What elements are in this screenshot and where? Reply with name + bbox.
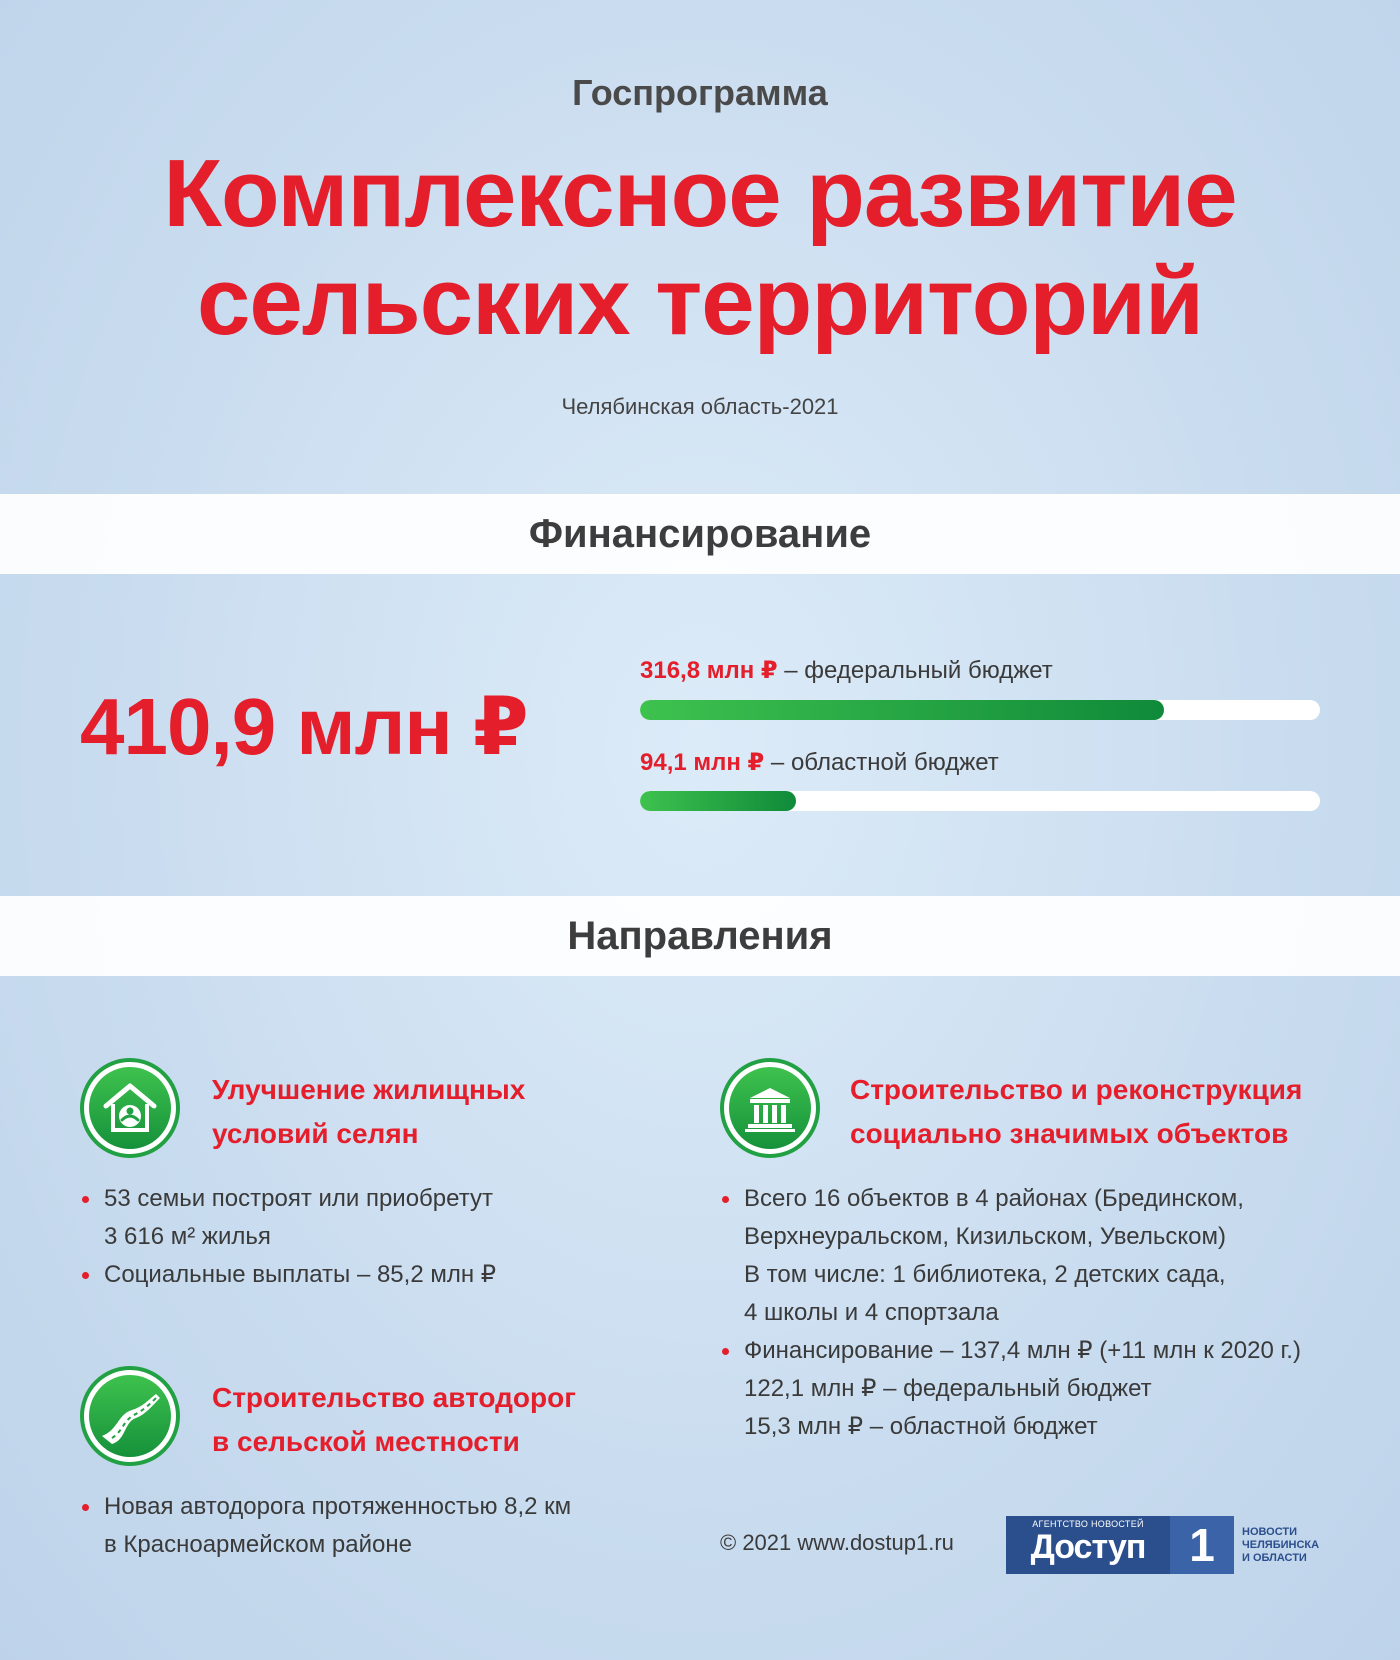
housing-title-line-2: условий селян (212, 1118, 419, 1149)
roads-bullets (80, 1488, 660, 1564)
dostup1-logo[interactable] (1006, 1516, 1319, 1574)
logo-tagline (1242, 1516, 1319, 1574)
list-item (80, 1180, 640, 1256)
list-item (720, 1180, 1340, 1332)
bullet-line: 53 семьи построят или приобретут (104, 1185, 493, 1212)
regional-budget-amount: 94,1 млн ₽ (640, 749, 765, 776)
bullet-line: в Красноармейском районе (104, 1531, 412, 1558)
federal-budget-label: – федеральный бюджет (784, 657, 1053, 684)
federal-budget-bar-fill (640, 700, 1164, 720)
roads-title (212, 1376, 576, 1464)
directions-heading: Направления (0, 896, 1400, 976)
subtitle: Челябинская область-2021 (561, 394, 839, 419)
list-item (720, 1332, 1340, 1446)
bullet-line: Финансирование – 137,4 млн ₽ (+11 млн к 2020 г.) (744, 1337, 1301, 1364)
public-building-icon (720, 1058, 820, 1158)
bullet-line: 4 школы и 4 спортзала (744, 1299, 999, 1326)
bullet-line: Всего 16 объектов в 4 районах (Брединском, (744, 1185, 1244, 1212)
regional-budget-bar (640, 791, 1320, 811)
page-title (0, 140, 1400, 356)
logo-tagline-line: ЧЕЛЯБИНСКА (1242, 1538, 1320, 1551)
bullet-line: 15,3 млн ₽ – областной бюджет (744, 1413, 1098, 1440)
list-item (80, 1256, 640, 1294)
logo-tagline-line: И ОБЛАСТИ (1242, 1551, 1307, 1564)
bullet-line: Верхнеуральском, Кизильском, Увельском) (744, 1223, 1226, 1250)
logo-wordmark (1006, 1516, 1170, 1574)
copyright-link[interactable]: © 2021 www.dostup1.ru (720, 1530, 954, 1555)
title-line-2: сельских территорий (196, 248, 1204, 355)
federal-budget-bar (640, 700, 1320, 720)
bullet-line: 122,1 млн ₽ – федеральный бюджет (744, 1375, 1152, 1402)
bullet-line: Социальные выплаты – 85,2 млн ₽ (104, 1261, 497, 1288)
list-item (80, 1488, 660, 1564)
bullet-line: В том числе: 1 библиотека, 2 детских сада, (744, 1261, 1226, 1288)
federal-budget-row (640, 656, 1320, 685)
kicker: Госпрограмма (572, 72, 828, 113)
social-objects-title (850, 1068, 1302, 1156)
financing-total: 410,9 млн ₽ (80, 682, 528, 771)
logo-brand-text: Доступ (1030, 1528, 1146, 1566)
house-family-icon (80, 1058, 180, 1158)
logo-number: 1 (1170, 1516, 1234, 1574)
housing-title-line-1: Улучшение жилищных (212, 1074, 526, 1105)
logo-tagline-line: НОВОСТИ (1242, 1525, 1298, 1538)
roads-title-line-1: Строительство автодорог (212, 1382, 576, 1413)
logo-agency-text: АГЕНТСТВО НОВОСТЕЙ (1032, 1519, 1144, 1529)
federal-budget-amount: 316,8 млн ₽ (640, 657, 778, 684)
regional-budget-bar-fill (640, 791, 796, 811)
housing-bullets (80, 1180, 640, 1294)
regional-budget-label: – областной бюджет (770, 749, 999, 776)
social-title-line-1: Строительство и реконструкция (850, 1074, 1303, 1105)
social-objects-bullets (720, 1180, 1340, 1446)
financing-heading: Финансирование (0, 494, 1400, 574)
roads-title-line-2: в сельской местности (212, 1426, 520, 1457)
bullet-line: 3 616 м² жилья (104, 1223, 271, 1250)
regional-budget-row (640, 748, 1320, 777)
bullet-line: Новая автодорога протяженностью 8,2 км (104, 1493, 572, 1520)
title-line-1: Комплексное развитие (163, 140, 1237, 247)
social-title-line-2: социально значимых объектов (850, 1118, 1289, 1149)
housing-title (212, 1068, 525, 1156)
road-icon (80, 1366, 180, 1466)
